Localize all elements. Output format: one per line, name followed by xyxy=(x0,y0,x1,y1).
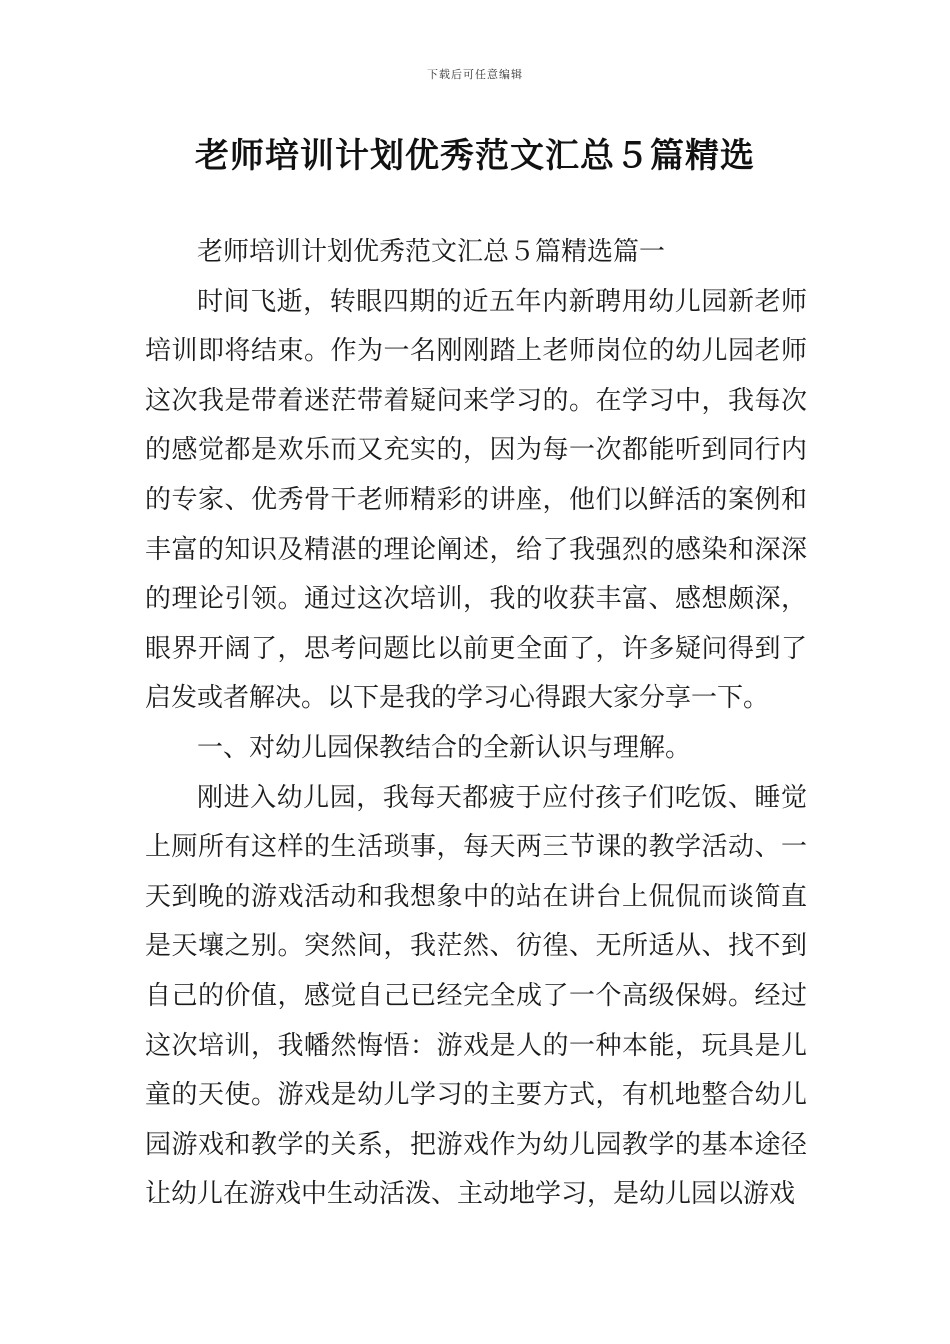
document-body xyxy=(145,228,807,1220)
subsection-heading: 一、对幼儿园保教结合的全新认识与理解。 xyxy=(197,732,692,763)
body-paragraph: 时间飞逝，转眼四期的近五年内新聘用幼儿园新老师培训即将结束。作为一名刚刚踏上老师岗位的幼儿园老师这次我是带着迷茫带着疑问来学习的。在学习中，我每次的感觉都是欢乐而又充实的，因为每一次都能听到同行内的专家、优秀骨干老师精彩的讲座，他们以鲜活的案例和丰富的知识及精湛的理论阐述，给了我强烈的感染和深深的理论引领。通过这次培训，我的收获丰富、感想颇深，眼界开阔了，思考问题比以前更全面了，许多疑问得到了启发或者解决。以下是我的学习心得跟大家分享一下。 xyxy=(145,286,807,714)
section-heading: 老师培训计划优秀范文汇总５篇精选篇一 xyxy=(197,237,666,267)
body-paragraph: 刚进入幼儿园，我每天都疲于应付孩子们吃饭、睡觉上厕所有这样的生活琐事，每天两三节课的教学活动、一天到晚的游戏活动和我想象中的站在讲台上侃侃而谈简直是天壤之别。突然间，我茫然、彷徨、无所适从、找不到自己的价值，感觉自己已经完全成了一个高级保姆。经过这次培训，我幡然悔悟：游戏是人的一种本能，玩具是儿童的天使。游戏是幼儿学习的主要方式，有机地整合幼儿园游戏和教学的关系，把游戏作为幼儿园教学的基本途径让幼儿在游戏中生动活泼、主动地学习，是幼儿园以游戏 xyxy=(145,782,807,1210)
header-note: 下载后可任意编辑 xyxy=(427,68,523,81)
document-title: 老师培训计划优秀范文汇总５篇精选 xyxy=(195,136,755,176)
